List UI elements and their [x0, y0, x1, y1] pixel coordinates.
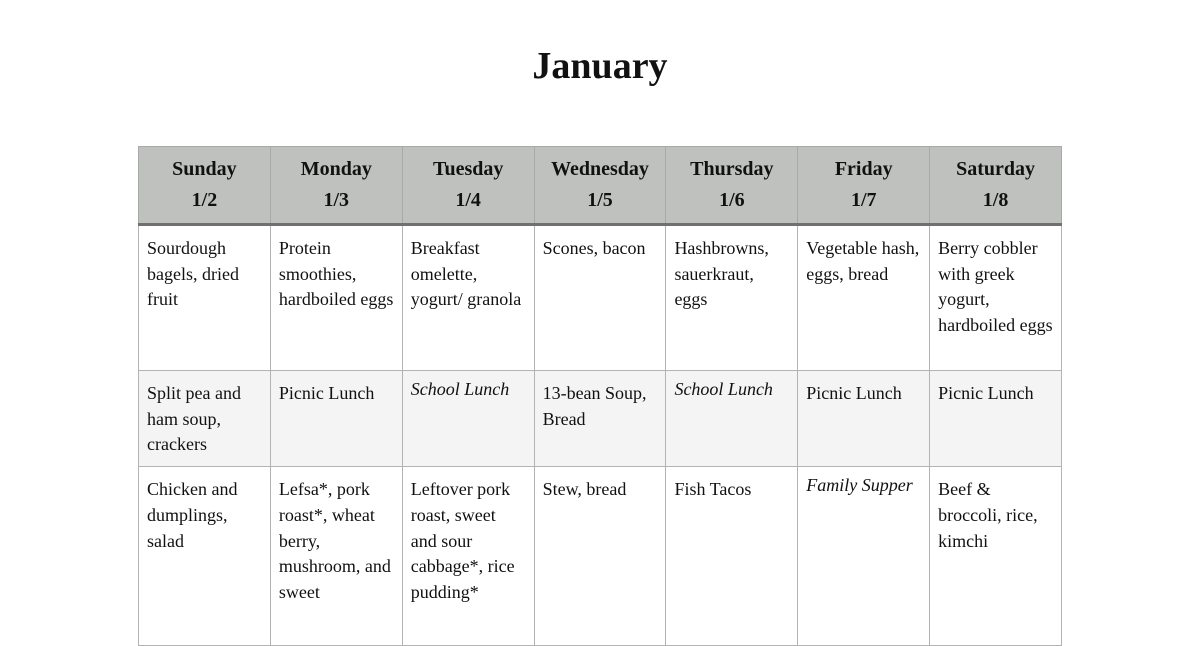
supper-row — [139, 467, 1062, 646]
day-header-tuesday — [402, 147, 534, 225]
supper-cell: Leftover pork roast, sweet and sour cabbage*, rice pudding* — [402, 467, 534, 646]
supper-cell: Stew, bread — [534, 467, 666, 646]
lunch-cell: Split pea and ham soup, crackers — [139, 371, 271, 467]
day-name: Monday — [300, 158, 372, 180]
supper-cell: Family Supper — [798, 467, 930, 646]
day-date: 1/8 — [982, 189, 1009, 211]
day-date: 1/2 — [191, 189, 218, 211]
supper-cell: Fish Tacos — [666, 467, 798, 646]
day-date: 1/4 — [455, 189, 481, 211]
header-row — [139, 147, 1062, 225]
day-header-saturday — [930, 147, 1062, 225]
breakfast-cell: Vegetable hash, eggs, bread — [798, 225, 930, 371]
day-name: Tuesday — [432, 158, 504, 180]
breakfast-cell: Breakfast omelette, yogurt/ granola — [402, 225, 534, 371]
lunch-cell: School Lunch — [666, 371, 798, 467]
day-name: Wednesday — [551, 158, 649, 180]
lunch-cell: Picnic Lunch — [798, 371, 930, 467]
breakfast-cell: Hashbrowns, sauerkraut, eggs — [666, 225, 798, 371]
day-header-friday — [798, 147, 930, 225]
day-name: Thursday — [690, 158, 774, 180]
breakfast-cell: Berry cobbler with greek yogurt, hardboiled eggs — [930, 225, 1062, 371]
breakfast-cell: Scones, bacon — [534, 225, 666, 371]
day-date: 1/3 — [323, 189, 350, 211]
day-header-wednesday — [534, 147, 666, 225]
day-date: 1/7 — [850, 189, 877, 211]
lunch-cell: 13-bean Soup, Bread — [534, 371, 666, 467]
supper-cell: Chicken and dumplings, salad — [139, 467, 271, 646]
meal-plan-table — [138, 146, 1062, 646]
page-title: January — [532, 45, 668, 87]
supper-cell: Beef & broccoli, rice, kimchi — [930, 467, 1062, 646]
supper-cell: Lefsa*, pork roast*, wheat berry, mushroom, and sweet — [270, 467, 402, 646]
breakfast-row — [139, 225, 1062, 371]
day-header-sunday — [139, 147, 271, 225]
day-name: Sunday — [172, 158, 237, 180]
day-date: 1/5 — [587, 189, 613, 211]
day-name: Saturday — [956, 158, 1036, 180]
lunch-cell: Picnic Lunch — [930, 371, 1062, 467]
day-header-thursday — [666, 147, 798, 225]
day-name: Friday — [834, 158, 893, 180]
lunch-cell: School Lunch — [402, 371, 534, 467]
lunch-row — [139, 371, 1062, 467]
breakfast-cell: Protein smoothies, hardboiled eggs — [270, 225, 402, 371]
day-header-monday — [270, 147, 402, 225]
lunch-cell: Picnic Lunch — [270, 371, 402, 467]
breakfast-cell: Sourdough bagels, dried fruit — [139, 225, 271, 371]
day-date: 1/6 — [719, 189, 745, 211]
